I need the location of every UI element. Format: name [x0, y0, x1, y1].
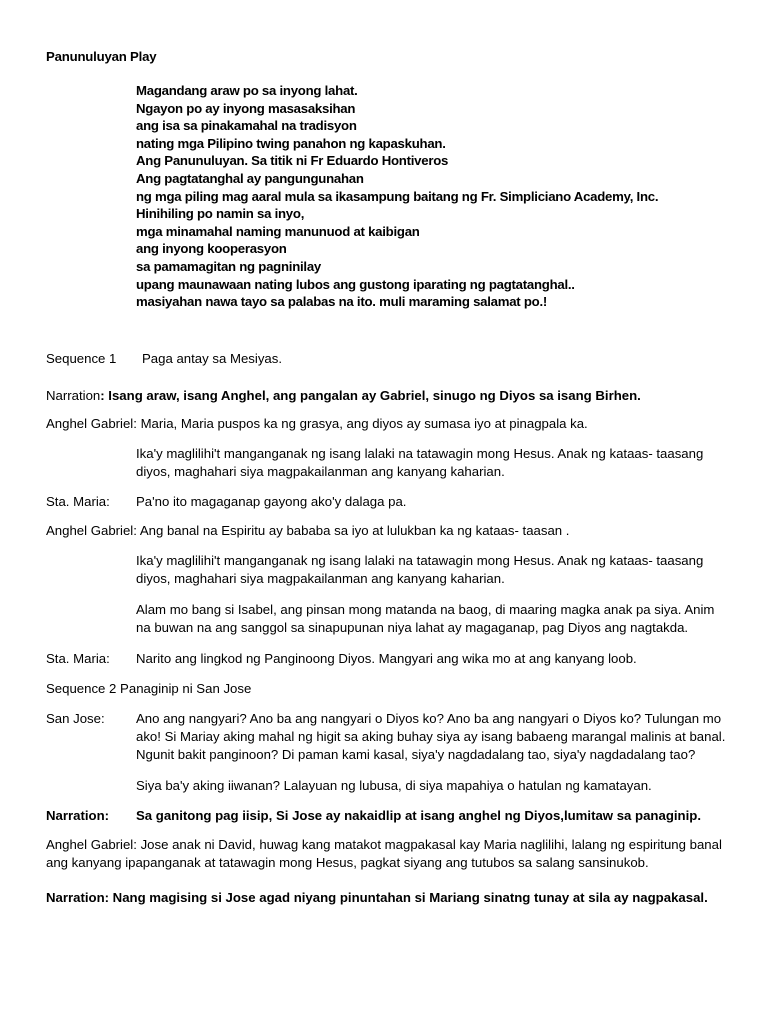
dialogue-line	[46, 710, 136, 728]
dialogue-line: Anghel Gabriel: Jose anak ni David, huwag kang matakot magpakasal kay Maria naglilihi, lalang ng espiritung banal ang kanyang ipapanganak at tatawagin mong Hesus, pagkat siyang ang tutubos sa salang sansinukob.	[46, 837, 722, 870]
sequence-1-title: Paga antay sa Mesiyas.	[142, 351, 283, 366]
dialogue-text: Pa'no ito magaganap gayong ako'y dalaga pa.	[136, 494, 407, 509]
speaker-name: Sta. Maria:	[46, 651, 110, 666]
speaker-name: Anghel Gabriel:	[46, 416, 137, 431]
dialogue-line	[46, 415, 588, 433]
speaker-name: Sta. Maria:	[46, 494, 110, 509]
intro-line: Ang pagtatanghal ay pangungunahan	[136, 170, 364, 186]
sequence-1-label: Sequence 1	[46, 351, 117, 366]
intro-line: ang inyong kooperasyon	[136, 241, 287, 257]
intro-line: Magandang araw po sa inyong lahat.	[136, 83, 358, 98]
dialogue-line	[46, 493, 406, 511]
intro-line: upang maunawaan nating lubos ang gustong iparating ng pagtatanghal..	[136, 276, 575, 292]
speaker-name: San Jose:	[46, 711, 105, 726]
dialogue-text: Narito ang lingkod ng Panginoong Diyos. Mangyari ang wika mo at ang kanyang loob.	[136, 651, 637, 666]
intro-speech	[136, 82, 658, 311]
narration-label: Narration	[46, 388, 101, 403]
narration-text: : Isang araw, isang Anghel, ang pangalan ay Gabriel, sinugo ng Diyos sa isang Birhen.	[100, 388, 641, 403]
narration-3: Narration: Nang magising si Jose agad niyang pinuntahan si Mariang sinatng tunay at sila ay nagpakasal.	[46, 890, 708, 905]
speaker-name: Anghel Gabriel:	[46, 523, 137, 538]
narration-text: Sa ganitong pag iisip, Si Jose ay nakaidlip at isang anghel ng Diyos,lumitaw sa panaginip.	[136, 808, 701, 823]
dialogue-line	[46, 650, 637, 668]
intro-line: Hinihiling po namin sa inyo,	[136, 206, 305, 222]
dialogue-line	[46, 522, 569, 540]
intro-line: mga minamahal naming manunuod at kaibigan	[136, 223, 420, 239]
dialogue-text: Ang banal na Espiritu ay bababa sa iyo at lulukban ka ng kataas- taasan .	[136, 523, 570, 538]
dialogue-continuation: Ika'y maglilihi't manganganak ng isang lalaki na tatawagin mong Hesus. Anak ng kataas- taasang diyos, maghahari siya magpakailanman ang kanyang kaharian.	[136, 446, 704, 479]
narration-2	[46, 807, 136, 825]
intro-line: sa pamamagitan ng pagninilay	[136, 258, 321, 274]
narration-1	[46, 387, 641, 405]
sequence-2-label: Sequence 2 Panaginip ni San Jose	[46, 681, 252, 696]
intro-line: ng mga piling mag aaral mula sa ikasampung baitang ng Fr. Simpliciano Academy, Inc.	[136, 188, 659, 204]
dialogue-text: Maria, Maria puspos ka ng grasya, ang diyos ay sumasa iyo at pinagpala ka.	[136, 416, 588, 431]
intro-line: masiyahan nawa tayo sa palabas na ito. muli maraming salamat po.!	[136, 294, 548, 310]
dialogue-continuation: Alam mo bang si Isabel, ang pinsan mong matanda na baog, di maaring magka anak pa siya. Anim na buwan na ang sanggol sa sinapupunan niya lahat ay magaganap, pag Diyos ang nagtakda.	[136, 602, 715, 635]
dialogue-text: Ano ang nangyari? Ano ba ang nangyari o Diyos ko? Ano ba ang nangyari o Diyos ko? Tulungan mo ako! Si Mariay aking mahal ng higit sa aking buhay siya ay isang babaeng marangal malinis at banal. Ngunit bakit panginoon? Di paman kami kasal, siya'y nagdadalang tao, siya'y nagdadalang tao?	[136, 711, 726, 762]
dialogue-continuation: Ika'y maglilihi't manganganak ng isang lalaki na tatawagin mong Hesus. Anak ng kataas- taasang diyos, maghahari siya magpakailanman ang kanyang kaharian.	[136, 553, 704, 586]
intro-line: nating mga Pilipino twing panahon ng kapaskuhan.	[136, 135, 446, 151]
narration-label: Narration:	[46, 808, 110, 823]
document-title: Panunuluyan Play	[46, 49, 157, 64]
dialogue-continuation: Siya ba'y aking iiwanan? Lalayuan ng lubusa, di siya mapahiya o hatulan ng kamatayan.	[136, 778, 652, 793]
intro-line: ang isa sa pinakamahal na tradisyon	[136, 118, 357, 134]
intro-line: Ang Panunuluyan. Sa titik ni Fr Eduardo Hontiveros	[136, 153, 449, 169]
intro-line: Ngayon po ay inyong masasaksihan	[136, 100, 356, 116]
